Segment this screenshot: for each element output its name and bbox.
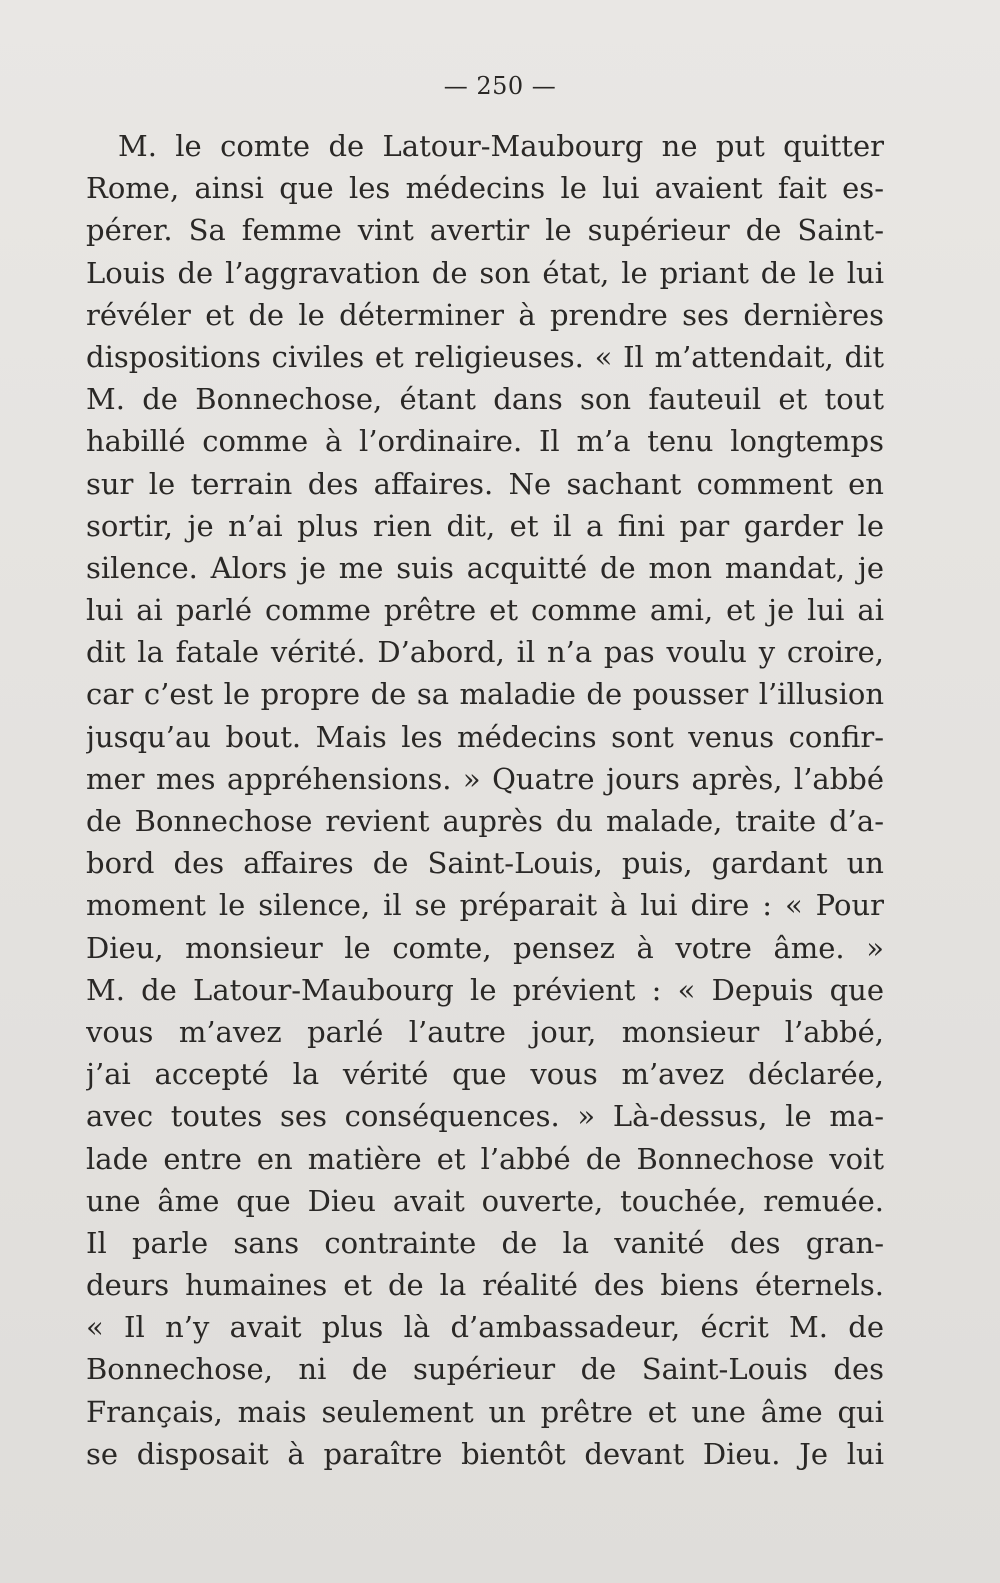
text-line: sur le terrain des affaires. Ne sachant comment en <box>86 466 884 501</box>
text-line: Il parle sans contrainte de la vanité des gran- <box>86 1225 884 1260</box>
text-line: M. de Latour-Maubourg le prévient : « Depuis que <box>86 972 884 1007</box>
text-line: révéler et de le déterminer à prendre ses dernières <box>86 297 884 332</box>
text-line: bord des affaires de Saint-Louis, puis, gardant un <box>86 846 884 881</box>
page-number: — 250 — <box>443 72 557 100</box>
body-text <box>86 125 884 1475</box>
text-line: vous m’avez parlé l’autre jour, monsieur l’abbé, <box>86 1014 884 1049</box>
text-line: M. le comte de Latour-Maubourg ne put quitter <box>118 129 884 163</box>
text-line: Louis de l’aggravation de son état, le priant de le lui <box>86 255 884 290</box>
text-line: deurs humaines et de la réalité des biens éternels. <box>86 1268 884 1303</box>
text-line: Bonnechose, ni de supérieur de Saint-Louis des <box>86 1352 884 1387</box>
text-line: silence. Alors je me suis acquitté de mon mandat, je <box>86 550 884 585</box>
text-line: « Il n’y avait plus là d’ambassadeur, écrit M. de <box>86 1310 884 1345</box>
text-line: dispositions civiles et religieuses. « Il m’attendait, dit <box>86 339 884 374</box>
text-line: avec toutes ses conséquences. » Là-dessus, le ma- <box>86 1099 884 1134</box>
text-line: j’ai accepté la vérité que vous m’avez déclarée, <box>86 1057 884 1092</box>
text-line: lui ai parlé comme prêtre et comme ami, et je lui ai <box>86 593 884 628</box>
text-line: Dieu, monsieur le comte, pensez à votre âme. » <box>86 930 884 965</box>
text-line: Rome, ainsi que les médecins le lui avaient fait es- <box>86 171 884 206</box>
text-line: se disposait à paraître bientôt devant Dieu. Je lui <box>86 1436 884 1471</box>
text-line: car c’est le propre de sa maladie de pousser l’illusion <box>86 677 884 712</box>
text-line: pérer. Sa femme vint avertir le supérieur de Saint- <box>86 213 884 248</box>
text-line: de Bonnechose revient auprès du malade, traite d’a- <box>86 804 884 838</box>
text-line: sortir, je n’ai plus rien dit, et il a fini par garder le <box>86 508 884 543</box>
text-line: moment le silence, il se préparait à lui dire : « Pour <box>86 888 884 923</box>
text-line: habillé comme à l’ordinaire. Il m’a tenu longtemps <box>86 424 884 459</box>
text-line: mer mes appréhensions. » Quatre jours après, l’abbé <box>86 761 884 796</box>
text-line: lade entre en matière et l’abbé de Bonnechose voit <box>86 1141 884 1176</box>
text-line: dit la fatale vérité. D’abord, il n’a pas voulu y croire, <box>86 635 884 670</box>
text-line: M. de Bonnechose, étant dans son fauteuil et tout <box>86 382 884 417</box>
text-line: jusqu’au bout. Mais les médecins sont venus confir- <box>86 719 884 754</box>
text-line: une âme que Dieu avait ouverte, touchée, remuée. <box>86 1183 884 1218</box>
text-line: Français, mais seulement un prêtre et une âme qui <box>86 1394 884 1429</box>
